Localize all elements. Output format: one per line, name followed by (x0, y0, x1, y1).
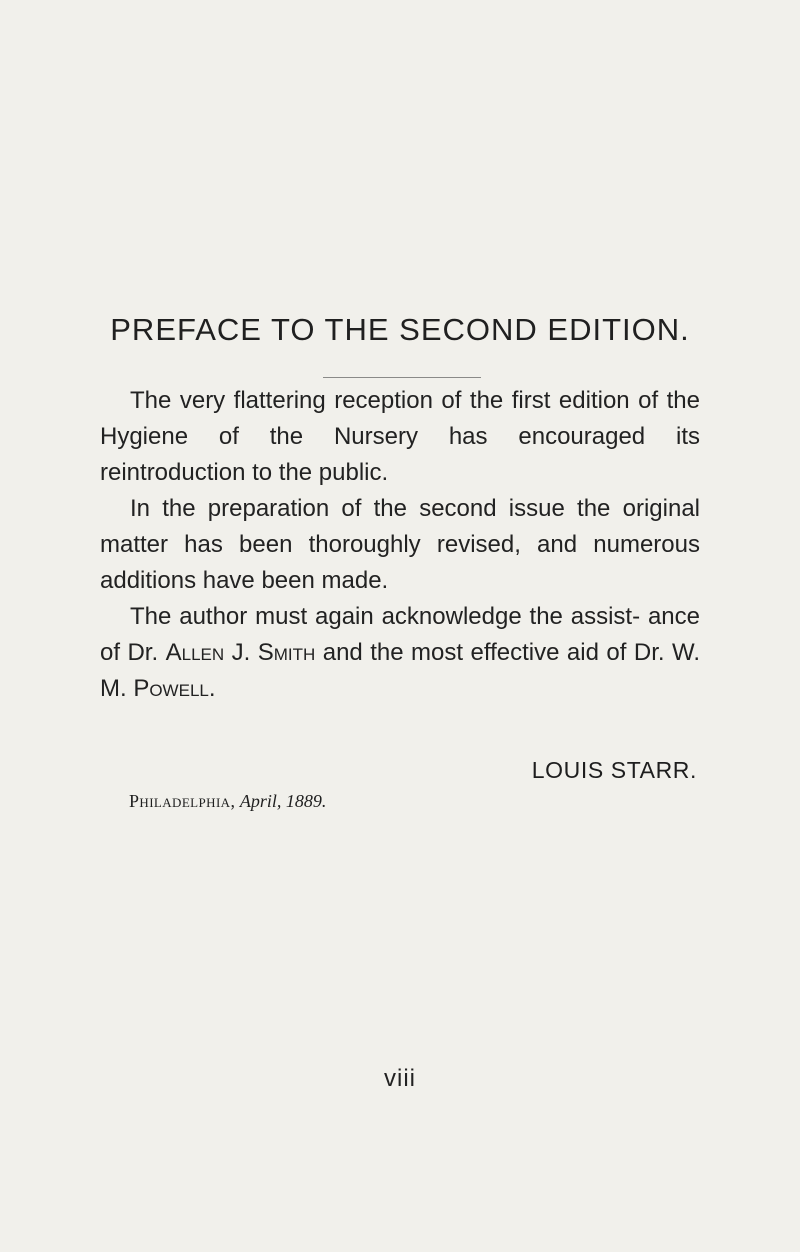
preface-paragraph-3 (100, 599, 700, 707)
paragraph-3-text-2: and the most effective aid of Dr. (315, 639, 672, 666)
page-title: PREFACE TO THE SECOND EDITION. (110, 312, 690, 347)
page-number: viii (384, 1065, 416, 1092)
contributor-name-1: Allen J. Smith (165, 639, 316, 666)
preface-paragraph-1: The very flattering reception of the first edition of the Hygiene of the Nursery has encouraged its reintroduction to the public. (100, 387, 700, 486)
place: Philadelphia, (129, 791, 236, 811)
contributor-name-2: W. M. Powell (100, 639, 700, 702)
preface-paragraph-2: In the preparation of the second issue the original matter has been thoroughly revised, and numerous additions have been made. (100, 495, 700, 594)
author-signature: LOUIS STARR. (531, 757, 697, 783)
paragraph-3-text-3: . (208, 675, 216, 702)
preface-body (100, 383, 700, 707)
paragraph-3-text-1: The author must again acknowledge the assist- ance of Dr. (100, 603, 700, 666)
title-divider (323, 377, 481, 378)
place-and-date (129, 787, 326, 815)
date: April, 1889. (239, 791, 327, 811)
